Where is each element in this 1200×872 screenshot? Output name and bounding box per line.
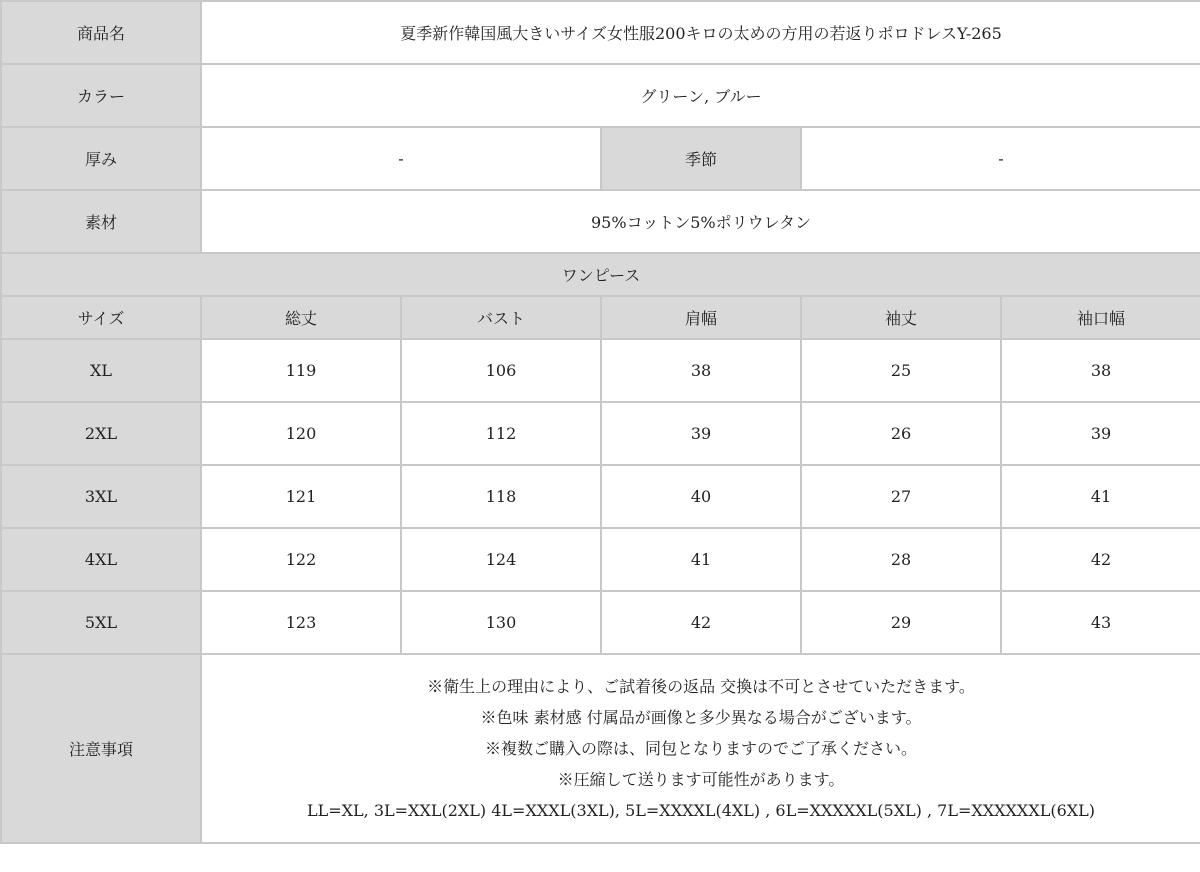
- sleeve-length-cell: 28: [801, 528, 1001, 591]
- header-bust: バスト: [401, 296, 601, 339]
- bust-cell: 106: [401, 339, 601, 402]
- shoulder-width-cell: 38: [601, 339, 801, 402]
- size-header-row: [1, 296, 1200, 339]
- color-value: グリーン, ブルー: [201, 64, 1200, 127]
- sleeve-length-cell: 26: [801, 402, 1001, 465]
- header-sleeve-length: 袖丈: [801, 296, 1001, 339]
- bust-cell: 130: [401, 591, 601, 654]
- cuff-width-cell: 39: [1001, 402, 1200, 465]
- notes-content: [201, 654, 1200, 843]
- header-total-length: 総丈: [201, 296, 401, 339]
- color-row: [1, 64, 1200, 127]
- sleeve-length-cell: 29: [801, 591, 1001, 654]
- table-row: [1, 591, 1200, 654]
- total-length-cell: 120: [201, 402, 401, 465]
- sleeve-length-cell: 27: [801, 465, 1001, 528]
- note-line: ※色味 素材感 付属品が画像と多少異なる場合がございます。: [480, 708, 922, 727]
- notes-label: 注意事項: [1, 654, 201, 843]
- shoulder-width-cell: 40: [601, 465, 801, 528]
- cuff-width-cell: 42: [1001, 528, 1200, 591]
- note-line: ※衛生上の理由により、ご試着後の返品 交換は不可とさせていただきます。: [427, 677, 975, 696]
- note-line: ※複数ご購入の際は、同包となりますのでご了承ください。: [485, 739, 918, 758]
- size-section-title: ワンピース: [1, 253, 1200, 296]
- total-length-cell: 122: [201, 528, 401, 591]
- size-cell: 4XL: [1, 528, 201, 591]
- table-row: [1, 465, 1200, 528]
- material-label: 素材: [1, 190, 201, 253]
- size-cell: XL: [1, 339, 201, 402]
- bust-cell: 124: [401, 528, 601, 591]
- material-value: 95%コットン5%ポリウレタン: [201, 190, 1200, 253]
- season-label: 季節: [601, 127, 801, 190]
- shoulder-width-cell: 39: [601, 402, 801, 465]
- bust-cell: 112: [401, 402, 601, 465]
- header-cuff-width: 袖口幅: [1001, 296, 1200, 339]
- shoulder-width-cell: 41: [601, 528, 801, 591]
- size-section-title-row: [1, 253, 1200, 296]
- color-label: カラー: [1, 64, 201, 127]
- product-name-value: 夏季新作韓国風大きいサイズ女性服200キロの太めの方用の若返りポロドレスY-265: [201, 1, 1200, 64]
- total-length-cell: 123: [201, 591, 401, 654]
- product-name-label: 商品名: [1, 1, 201, 64]
- shoulder-width-cell: 42: [601, 591, 801, 654]
- table-row: [1, 402, 1200, 465]
- product-name-row: [1, 1, 1200, 64]
- header-size: サイズ: [1, 296, 201, 339]
- size-cell: 3XL: [1, 465, 201, 528]
- season-value: -: [801, 127, 1200, 190]
- total-length-cell: 119: [201, 339, 401, 402]
- cuff-width-cell: 38: [1001, 339, 1200, 402]
- bust-cell: 118: [401, 465, 601, 528]
- table-row: [1, 528, 1200, 591]
- note-line: ※圧縮して送ります可能性があります。: [557, 770, 845, 789]
- material-row: [1, 190, 1200, 253]
- sleeve-length-cell: 25: [801, 339, 1001, 402]
- size-cell: 2XL: [1, 402, 201, 465]
- thickness-label: 厚み: [1, 127, 201, 190]
- notes-row: [1, 654, 1200, 843]
- cuff-width-cell: 41: [1001, 465, 1200, 528]
- header-shoulder-width: 肩幅: [601, 296, 801, 339]
- table-row: [1, 339, 1200, 402]
- cuff-width-cell: 43: [1001, 591, 1200, 654]
- size-conversion-line: LL=XL, 3L=XXL(2XL) 4L=XXXL(3XL), 5L=XXXXL(4XL) , 6L=XXXXXL(5XL) , 7L=XXXXXXL(6XL): [307, 801, 1096, 820]
- thickness-season-row: [1, 127, 1200, 190]
- thickness-value: -: [201, 127, 601, 190]
- total-length-cell: 121: [201, 465, 401, 528]
- size-cell: 5XL: [1, 591, 201, 654]
